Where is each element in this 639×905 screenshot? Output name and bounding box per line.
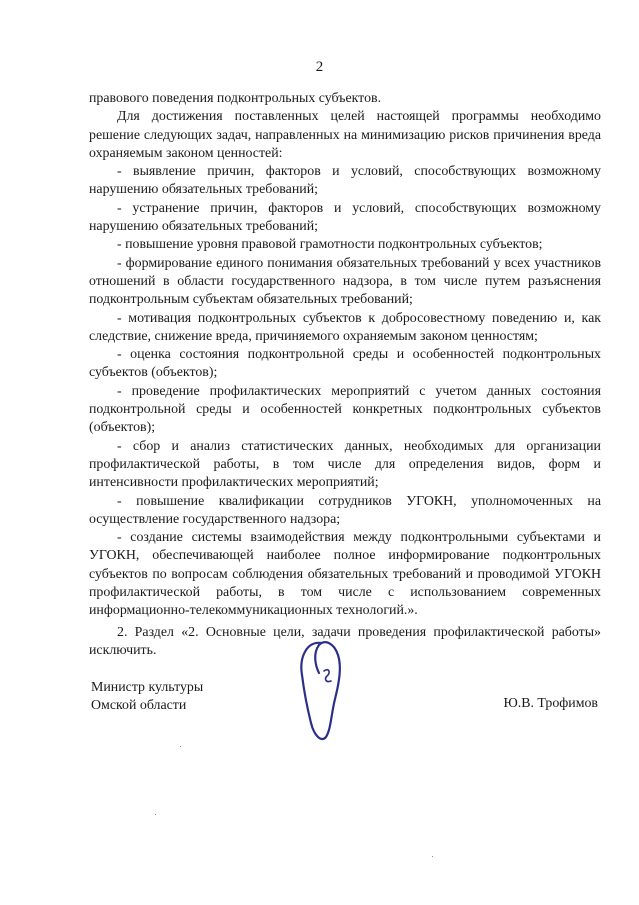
list-item: - создание системы взаимодействия между подконтрольными субъектами и УГОКН, обеспечивающей наиболее полное информирование подконтрольных субъектов по вопросам соблюдения обязательных требований и проводимой УГОКН профилактической работы, в том числе с использованием современных информационно-телекоммуникационных технологий.».	[89, 530, 601, 619]
handwritten-signature	[285, 633, 355, 748]
signatory-name: Ю.В. Трофимов	[503, 696, 598, 711]
paragraph-intro: Для достижения поставленных целей настоящей программы необходимо решение следующих задач, направленных на минимизацию рисков причинения вреда охраняемым законом ценностей:	[89, 109, 601, 161]
list-item: - устранение причин, факторов и условий, способствующих возможному нарушению обязательных требований;	[89, 200, 601, 235]
list-item: - повышение уровня правовой грамотности подконтрольных субъектов;	[117, 237, 543, 253]
scan-speck	[155, 814, 156, 815]
signatory-title-line1: Министр культуры	[91, 680, 204, 695]
document-body	[89, 90, 601, 660]
list-item: - сбор и анализ статистических данных, необходимых для организации профилактической работы, в том числе для определения видов, форм и интенсивности профилактических мероприятий;	[89, 438, 601, 491]
list-item: - выявление причин, факторов и условий, способствующих возможному нарушению обязательных требований;	[89, 164, 601, 198]
signatory-title	[91, 679, 203, 715]
signatory-title-line2: Омской области	[91, 698, 187, 713]
page-number: 2	[315, 59, 324, 75]
scan-speck	[180, 746, 181, 747]
list-item: - формирование единого понимания обязательных требований у всех участников отношений в области государственного надзора, в том числе путем разъяснения подконтрольным субъектам обязательных требований;	[89, 255, 601, 308]
list-item: - повышение квалификации сотрудников УГОКН, уполномоченных на осуществление государственного надзора;	[89, 493, 601, 527]
paragraph-section-removal: 2. Раздел «2. Основные цели, задачи проведения профилактической работы» исключить.	[89, 624, 601, 658]
paragraph-continuation: правового поведения подконтрольных субъектов.	[89, 91, 382, 106]
scan-speck	[432, 856, 433, 857]
list-item: - мотивация подконтрольных субъектов к добросовестному поведению и, как следствие, снижение вреда, причиняемого охраняемым законом ценностям;	[89, 310, 601, 344]
list-item: - оценка состояния подконтрольной среды и особенностей подконтрольных субъектов (объектов);	[89, 347, 601, 381]
list-item: - проведение профилактических мероприятий с учетом данных состояния подконтрольной среды и особенностей конкретных подконтрольных субъектов (объектов);	[89, 383, 601, 436]
